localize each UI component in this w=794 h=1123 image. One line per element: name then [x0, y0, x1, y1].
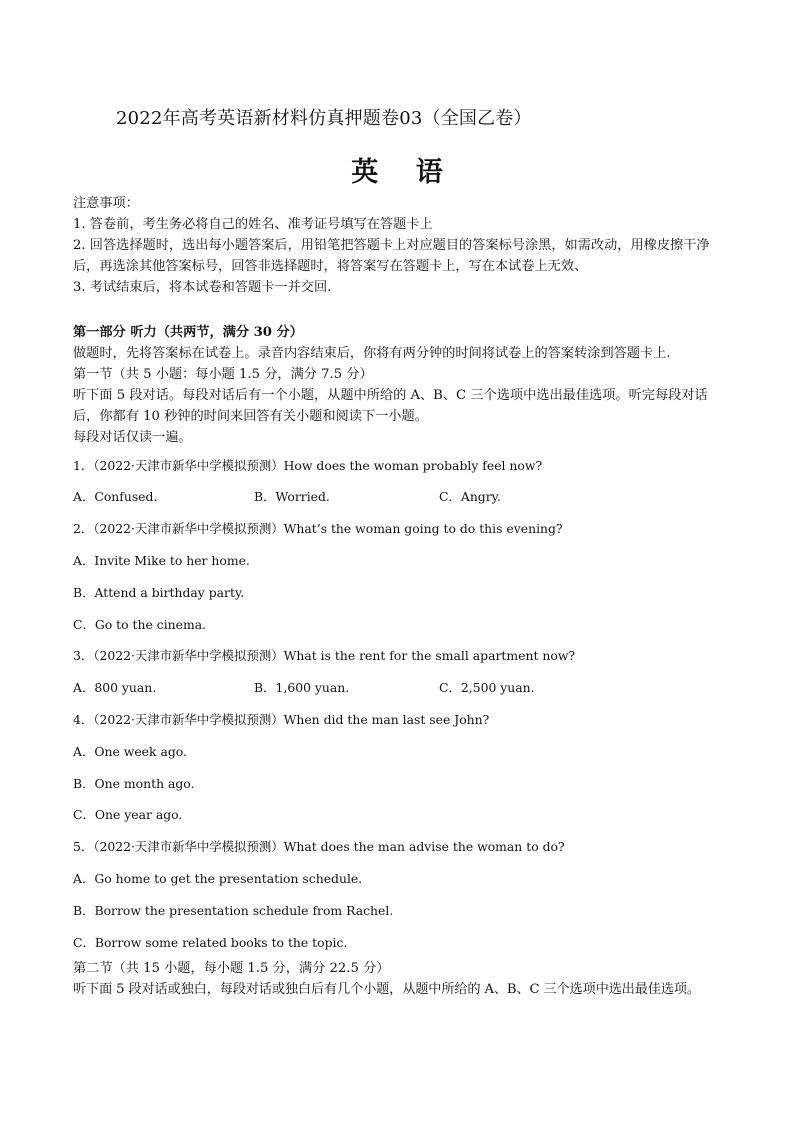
exam-title: 2022年高考英语新材料仿真押题卷03（全国乙卷）	[116, 108, 532, 129]
section1-heading: 第一节（共 5 小题：每小题 1.5 分，满分 7.5 分）	[73, 367, 373, 382]
notice-item: 2. 回答选择题时，选出每小题答案后，用铅笔把答题卡上对应题目的答案标号涂黑，如需改动，用橡皮擦干净后，再选涂其他答案标号，回答非选择题时，将答案写在答题卡上，写在本试卷上无效、	[73, 238, 710, 274]
option-a: A．Invite Mike to her home.	[73, 553, 250, 568]
option-c: C．One year ago.	[73, 807, 183, 822]
option-c: C．Angry.	[439, 489, 501, 504]
notice-item: 3. 考试结束后，将本试卷和答题卡一并交回.	[73, 280, 332, 295]
option-a: A．Confused.	[73, 489, 158, 504]
option-b: B．Worried.	[254, 489, 330, 504]
notice-heading: 注意事项：	[73, 196, 139, 211]
section2-instructions: 听下面 5 段对话或独白，每段对话或独白后有几个小题，从题中所给的 A、B、C 三个选项中选出最佳选项。	[73, 982, 700, 997]
question-stem: 1．（2022·天津市新华中学模拟预测）How does the woman probably feel now?	[73, 458, 543, 473]
option-c: C．2,500 yuan.	[439, 680, 535, 695]
question-stem: 5．（2022·天津市新华中学模拟预测）What does the man advise the woman to do?	[73, 839, 565, 854]
section1-note: 每段对话仅读一遍。	[73, 430, 192, 445]
part1-heading: 第一部分 听力（共两节，满分 30 分）	[73, 325, 303, 340]
section2-intro	[73, 958, 733, 1000]
notice-section	[73, 193, 725, 298]
option-a: A．800 yuan.	[73, 680, 157, 695]
option-c: C．Borrow some related books to the topic.	[73, 935, 348, 950]
option-a: A．One week ago.	[73, 744, 187, 759]
option-a: A．Go home to get the presentation schedule.	[73, 871, 363, 886]
question-stem: 2．（2022·天津市新华中学模拟预测）What’s the woman going to do this evening?	[73, 521, 563, 536]
section1-instructions: 听下面 5 段对话。每段对话后有一个小题，从题中所给的 A、B、C 三个选项中选出最佳选项。听完每段对话后，你都有 10 秒钟的时间来回答有关小题和阅读下一小题。	[73, 388, 708, 424]
option-c: C．Go to the cinema.	[73, 617, 207, 632]
section2-heading: 第二节（共 15 小题，每小题 1.5 分，满分 22.5 分）	[73, 961, 390, 976]
subject-title: 英 语	[351, 157, 457, 188]
option-b: B．One month ago.	[73, 776, 195, 791]
question-stem: 4．（2022·天津市新华中学模拟预测）When did the man last see John?	[73, 712, 490, 727]
option-b: B．Borrow the presentation schedule from Rachel.	[73, 903, 394, 918]
part1-intro	[73, 322, 725, 448]
notice-item: 1. 答卷前，考生务必将自己的姓名、准考证号填写在答题卡上	[73, 217, 433, 232]
question-stem: 3．（2022·天津市新华中学模拟预测）What is the rent for the small apartment now?	[73, 648, 576, 663]
option-b: B．Attend a birthday party.	[73, 585, 245, 600]
option-b: B．1,600 yuan.	[254, 680, 350, 695]
part1-instructions: 做题时，先将答案标在试卷上。录音内容结束后，你将有两分钟的时间将试卷上的答案转涂到答题卡上.	[73, 346, 671, 361]
